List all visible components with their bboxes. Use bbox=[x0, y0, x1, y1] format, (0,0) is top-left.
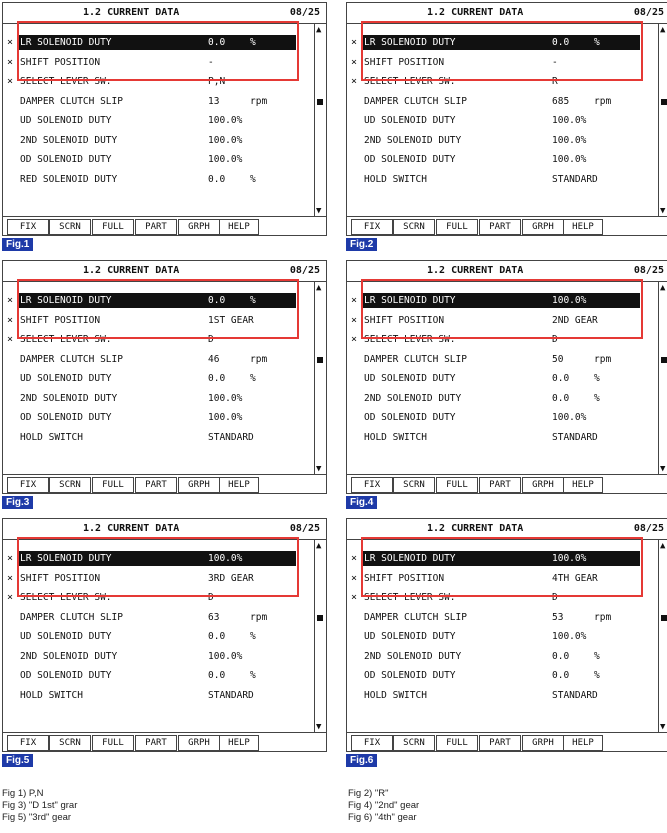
screen-title: 1.2 CURRENT DATA bbox=[427, 523, 524, 534]
parameter-label: SELECT LEVER SW. bbox=[20, 76, 112, 87]
parameter-value: 1ST GEAR bbox=[208, 314, 254, 326]
parameter-label: SELECT LEVER SW. bbox=[20, 334, 112, 345]
data-row[interactable] bbox=[3, 369, 314, 389]
scrollbar-track bbox=[658, 281, 659, 474]
parameter-value: 0.0 bbox=[552, 37, 570, 48]
parameter-value: 53 bbox=[552, 611, 564, 623]
data-row[interactable] bbox=[3, 647, 314, 667]
parameter-value: 4TH GEAR bbox=[552, 572, 598, 584]
parameter-label: HOLD SWITCH bbox=[364, 173, 427, 185]
figure-label: Fig.3 bbox=[2, 496, 33, 509]
scrollbar-track bbox=[658, 539, 659, 732]
function-key-bar bbox=[347, 216, 667, 237]
parameter-label: HOLD SWITCH bbox=[20, 689, 83, 701]
data-row[interactable] bbox=[347, 170, 658, 190]
data-row[interactable] bbox=[3, 608, 314, 628]
fkey-grph-button[interactable]: GRPH bbox=[178, 477, 220, 493]
scroll-thumb[interactable] bbox=[317, 357, 323, 363]
parameter-value: 100.0% bbox=[552, 295, 587, 306]
fkey-fix-button[interactable]: FIX bbox=[7, 735, 49, 751]
parameter-value: 0.0 bbox=[208, 631, 226, 642]
parameter-value: 100.0% bbox=[208, 134, 243, 146]
parameter-unit: rpm bbox=[594, 353, 612, 365]
parameter-value: 100.0% bbox=[552, 115, 587, 126]
parameter-label: OD SOLENOID DUTY bbox=[20, 154, 112, 165]
data-row[interactable] bbox=[347, 408, 658, 428]
parameter-value: - bbox=[208, 56, 214, 68]
data-row[interactable] bbox=[3, 131, 314, 151]
parameter-value: 50 bbox=[552, 353, 564, 365]
parameter-label: UD SOLENOID DUTY bbox=[364, 631, 456, 642]
screen-title: 1.2 CURRENT DATA bbox=[83, 7, 180, 18]
screen-title: 1.2 CURRENT DATA bbox=[83, 523, 180, 534]
parameter-label: LR SOLENOID DUTY bbox=[20, 553, 112, 564]
data-row[interactable] bbox=[3, 408, 314, 428]
parameter-value: 100.0% bbox=[552, 412, 587, 423]
parameter-value: 100.0% bbox=[208, 154, 243, 165]
tester-screen bbox=[346, 518, 667, 752]
fkey-grph-button[interactable]: GRPH bbox=[522, 735, 564, 751]
select-mark: × bbox=[7, 76, 14, 87]
select-mark: × bbox=[7, 295, 14, 306]
data-row[interactable] bbox=[347, 350, 658, 370]
fkey-scrn-button[interactable]: SCRN bbox=[393, 735, 435, 751]
select-mark: × bbox=[7, 572, 14, 584]
data-row[interactable] bbox=[347, 111, 658, 131]
caption-line: Fig 4) "2nd" gear bbox=[348, 800, 420, 811]
fkey-full-button[interactable]: FULL bbox=[92, 477, 134, 493]
data-row[interactable] bbox=[3, 350, 314, 370]
parameter-label: DAMPER CLUTCH SLIP bbox=[20, 95, 123, 107]
scroll-thumb[interactable] bbox=[661, 357, 667, 363]
parameter-value: 0.0 bbox=[208, 173, 226, 185]
scroll-thumb[interactable] bbox=[661, 615, 667, 621]
function-key-bar bbox=[347, 732, 667, 753]
fkey-help-button[interactable]: HELP bbox=[563, 219, 603, 235]
scrollbar-track bbox=[314, 539, 315, 732]
parameter-unit: rpm bbox=[250, 353, 268, 365]
highlight-box bbox=[361, 537, 643, 597]
fkey-fix-button[interactable]: FIX bbox=[351, 477, 393, 493]
scroll-thumb[interactable] bbox=[317, 615, 323, 621]
parameter-label: SHIFT POSITION bbox=[364, 56, 445, 68]
data-row[interactable] bbox=[3, 428, 314, 448]
parameter-value: 0.0 bbox=[552, 670, 570, 681]
fkey-fix-button[interactable]: FIX bbox=[351, 735, 393, 751]
parameter-label: UD SOLENOID DUTY bbox=[364, 373, 456, 384]
fkey-full-button[interactable]: FULL bbox=[436, 219, 478, 235]
parameter-unit: % bbox=[250, 295, 256, 306]
fkey-scrn-button[interactable]: SCRN bbox=[49, 219, 91, 235]
parameter-label: OD SOLENOID DUTY bbox=[364, 154, 456, 165]
page-indicator: 08/25 bbox=[633, 265, 664, 276]
parameter-value: 0.0 bbox=[552, 392, 570, 404]
fkey-scrn-button[interactable]: SCRN bbox=[49, 477, 91, 493]
fkey-grph-button[interactable]: GRPH bbox=[178, 735, 220, 751]
select-mark: × bbox=[351, 37, 358, 48]
parameter-label: 2ND SOLENOID DUTY bbox=[364, 392, 462, 404]
parameter-value: 100.0% bbox=[552, 553, 587, 564]
up-arrow-icon[interactable]: ▲ bbox=[660, 541, 666, 551]
up-arrow-icon[interactable]: ▲ bbox=[660, 25, 666, 35]
scroll-thumb[interactable] bbox=[661, 99, 667, 105]
screen-title: 1.2 CURRENT DATA bbox=[427, 7, 524, 18]
parameter-label: UD SOLENOID DUTY bbox=[20, 115, 112, 126]
select-mark: × bbox=[351, 314, 358, 326]
highlight-box bbox=[361, 279, 643, 339]
parameter-value: 3RD GEAR bbox=[208, 572, 254, 584]
fkey-fix-button[interactable]: FIX bbox=[7, 477, 49, 493]
parameter-label: SELECT LEVER SW. bbox=[20, 592, 112, 603]
select-mark: × bbox=[7, 314, 14, 326]
parameter-label: UD SOLENOID DUTY bbox=[20, 631, 112, 642]
parameter-value: D bbox=[552, 334, 558, 345]
parameter-unit: % bbox=[594, 392, 600, 404]
parameter-label: 2ND SOLENOID DUTY bbox=[20, 650, 118, 662]
figure-label: Fig.2 bbox=[346, 238, 377, 251]
page-indicator: 08/25 bbox=[289, 7, 320, 18]
data-row[interactable] bbox=[347, 686, 658, 706]
parameter-label: LR SOLENOID DUTY bbox=[20, 37, 112, 48]
parameter-label: UD SOLENOID DUTY bbox=[364, 115, 456, 126]
parameter-value: - bbox=[552, 56, 558, 68]
parameter-value: 685 bbox=[552, 95, 570, 107]
down-arrow-icon[interactable]: ▼ bbox=[316, 206, 322, 216]
down-arrow-icon[interactable]: ▼ bbox=[660, 206, 666, 216]
parameter-label: DAMPER CLUTCH SLIP bbox=[20, 353, 123, 365]
data-row[interactable] bbox=[347, 389, 658, 409]
up-arrow-icon[interactable]: ▲ bbox=[316, 25, 322, 35]
fkey-full-button[interactable]: FULL bbox=[436, 477, 478, 493]
parameter-label: LR SOLENOID DUTY bbox=[364, 553, 456, 564]
parameter-unit: rpm bbox=[594, 95, 612, 107]
fkey-help-button[interactable]: HELP bbox=[219, 477, 259, 493]
parameter-label: SHIFT POSITION bbox=[364, 314, 445, 326]
up-arrow-icon[interactable]: ▲ bbox=[316, 283, 322, 293]
data-row[interactable] bbox=[347, 428, 658, 448]
data-row[interactable] bbox=[3, 666, 314, 686]
parameter-label: OD SOLENOID DUTY bbox=[364, 670, 456, 681]
parameter-value: 13 bbox=[208, 95, 220, 107]
parameter-value: STANDARD bbox=[552, 689, 598, 701]
data-row[interactable] bbox=[3, 170, 314, 190]
fkey-full-button[interactable]: FULL bbox=[436, 735, 478, 751]
parameter-label: OD SOLENOID DUTY bbox=[364, 412, 456, 423]
fkey-scrn-button[interactable]: SCRN bbox=[393, 219, 435, 235]
parameter-label: SHIFT POSITION bbox=[20, 56, 101, 68]
parameter-label: HOLD SWITCH bbox=[364, 689, 427, 701]
fkey-help-button[interactable]: HELP bbox=[219, 219, 259, 235]
parameter-value: 0.0 bbox=[208, 37, 226, 48]
parameter-value: STANDARD bbox=[208, 689, 254, 701]
figure-label: Fig.4 bbox=[346, 496, 377, 509]
data-row[interactable] bbox=[347, 131, 658, 151]
parameter-label: DAMPER CLUTCH SLIP bbox=[364, 353, 467, 365]
parameter-value: P,N bbox=[208, 76, 226, 87]
parameter-label: HOLD SWITCH bbox=[20, 431, 83, 443]
parameter-value: 100.0% bbox=[552, 631, 587, 642]
parameter-label: LR SOLENOID DUTY bbox=[20, 295, 112, 306]
parameter-label: SHIFT POSITION bbox=[20, 572, 101, 584]
parameter-unit: % bbox=[594, 670, 600, 681]
page-indicator: 08/25 bbox=[289, 265, 320, 276]
fkey-grph-button[interactable]: GRPH bbox=[178, 219, 220, 235]
page-indicator: 08/25 bbox=[633, 7, 664, 18]
parameter-unit: % bbox=[250, 670, 256, 681]
data-row[interactable] bbox=[347, 369, 658, 389]
fkey-scrn-button[interactable]: SCRN bbox=[49, 735, 91, 751]
select-mark: × bbox=[351, 334, 358, 345]
parameter-label: HOLD SWITCH bbox=[364, 431, 427, 443]
tester-screen bbox=[346, 260, 667, 494]
tester-screen bbox=[2, 518, 327, 752]
parameter-value: 0.0 bbox=[552, 373, 570, 384]
parameter-label: LR SOLENOID DUTY bbox=[364, 37, 456, 48]
fkey-scrn-button[interactable]: SCRN bbox=[393, 477, 435, 493]
parameter-label: RED SOLENOID DUTY bbox=[20, 173, 118, 185]
parameter-value: 100.0% bbox=[552, 154, 587, 165]
fkey-full-button[interactable]: FULL bbox=[92, 219, 134, 235]
scroll-thumb[interactable] bbox=[317, 99, 323, 105]
up-arrow-icon[interactable]: ▲ bbox=[660, 283, 666, 293]
highlight-box bbox=[17, 21, 299, 81]
fkey-help-button[interactable]: HELP bbox=[563, 735, 603, 751]
parameter-unit: % bbox=[250, 37, 256, 48]
select-mark: × bbox=[7, 37, 14, 48]
function-key-bar bbox=[347, 474, 667, 495]
parameter-value: D bbox=[208, 592, 214, 603]
caption-line: Fig 2) "R" bbox=[348, 788, 389, 799]
data-row[interactable] bbox=[347, 666, 658, 686]
tester-screen bbox=[346, 2, 667, 236]
tester-screen bbox=[2, 260, 327, 494]
data-row[interactable] bbox=[347, 647, 658, 667]
parameter-value: 100.0% bbox=[208, 392, 243, 404]
highlight-box bbox=[17, 279, 299, 339]
parameter-unit: % bbox=[594, 650, 600, 662]
parameter-unit: rpm bbox=[250, 95, 268, 107]
data-row[interactable] bbox=[3, 389, 314, 409]
caption-left bbox=[2, 788, 77, 824]
parameter-label: UD SOLENOID DUTY bbox=[20, 373, 112, 384]
fkey-help-button[interactable]: HELP bbox=[219, 735, 259, 751]
parameter-label: SHIFT POSITION bbox=[364, 572, 445, 584]
fkey-grph-button[interactable]: GRPH bbox=[522, 219, 564, 235]
parameter-label: 2ND SOLENOID DUTY bbox=[364, 134, 462, 146]
data-row[interactable] bbox=[347, 92, 658, 112]
data-row[interactable] bbox=[3, 627, 314, 647]
parameter-label: SELECT LEVER SW. bbox=[364, 592, 456, 603]
parameter-label: OD SOLENOID DUTY bbox=[20, 412, 112, 423]
fkey-help-button[interactable]: HELP bbox=[563, 477, 603, 493]
parameter-label: DAMPER CLUTCH SLIP bbox=[364, 95, 467, 107]
select-mark: × bbox=[351, 56, 358, 68]
select-mark: × bbox=[7, 592, 14, 603]
down-arrow-icon[interactable]: ▼ bbox=[660, 722, 666, 732]
fkey-part-button[interactable]: PART bbox=[479, 477, 521, 493]
down-arrow-icon[interactable]: ▼ bbox=[316, 722, 322, 732]
up-arrow-icon[interactable]: ▲ bbox=[316, 541, 322, 551]
select-mark: × bbox=[7, 553, 14, 564]
down-arrow-icon[interactable]: ▼ bbox=[660, 464, 666, 474]
data-row[interactable] bbox=[3, 92, 314, 112]
parameter-unit: % bbox=[250, 173, 256, 185]
parameter-label: 2ND SOLENOID DUTY bbox=[20, 392, 118, 404]
fkey-part-button[interactable]: PART bbox=[135, 477, 177, 493]
parameter-value: 100.0% bbox=[208, 412, 243, 423]
parameter-unit: % bbox=[250, 373, 256, 384]
fkey-fix-button[interactable]: FIX bbox=[351, 219, 393, 235]
scrollbar-track bbox=[314, 23, 315, 216]
scrollbar-track bbox=[658, 23, 659, 216]
parameter-label: SELECT LEVER SW. bbox=[364, 76, 456, 87]
page-indicator: 08/25 bbox=[289, 523, 320, 534]
page-indicator: 08/25 bbox=[633, 523, 664, 534]
parameter-value: 100.0% bbox=[208, 650, 243, 662]
parameter-value: 0.0 bbox=[208, 295, 226, 306]
select-mark: × bbox=[7, 56, 14, 68]
parameter-value: 46 bbox=[208, 353, 220, 365]
data-row[interactable] bbox=[347, 608, 658, 628]
parameter-unit: rpm bbox=[594, 611, 612, 623]
parameter-value: STANDARD bbox=[208, 431, 254, 443]
fkey-full-button[interactable]: FULL bbox=[92, 735, 134, 751]
parameter-unit: rpm bbox=[250, 611, 268, 623]
data-row[interactable] bbox=[347, 627, 658, 647]
select-mark: × bbox=[351, 592, 358, 603]
figure-label: Fig.6 bbox=[346, 754, 377, 767]
highlight-box bbox=[361, 21, 643, 81]
parameter-value: R bbox=[552, 76, 558, 87]
scrollbar-track bbox=[314, 281, 315, 474]
tester-screen bbox=[2, 2, 327, 236]
parameter-value: 0.0 bbox=[552, 650, 570, 662]
select-mark: × bbox=[351, 553, 358, 564]
data-row[interactable] bbox=[3, 150, 314, 170]
parameter-unit: % bbox=[594, 373, 600, 384]
parameter-value: D bbox=[208, 334, 214, 345]
caption-line: Fig 6) "4th" gear bbox=[348, 812, 417, 823]
parameter-value: 0.0 bbox=[208, 670, 226, 681]
caption-line: Fig 5) "3rd" gear bbox=[2, 812, 72, 823]
caption-right bbox=[348, 788, 419, 824]
parameter-unit: % bbox=[250, 631, 256, 642]
select-mark: × bbox=[351, 295, 358, 306]
parameter-label: 2ND SOLENOID DUTY bbox=[364, 650, 462, 662]
figure-label: Fig.1 bbox=[2, 238, 33, 251]
parameter-value: 2ND GEAR bbox=[552, 314, 598, 326]
parameter-value: 100.0% bbox=[208, 553, 243, 564]
parameter-label: SHIFT POSITION bbox=[20, 314, 101, 326]
select-mark: × bbox=[351, 76, 358, 87]
parameter-label: DAMPER CLUTCH SLIP bbox=[364, 611, 467, 623]
parameter-value: 63 bbox=[208, 611, 220, 623]
data-row[interactable] bbox=[3, 111, 314, 131]
data-row[interactable] bbox=[347, 150, 658, 170]
figure-label: Fig.5 bbox=[2, 754, 33, 767]
fkey-grph-button[interactable]: GRPH bbox=[522, 477, 564, 493]
fkey-fix-button[interactable]: FIX bbox=[7, 219, 49, 235]
screen-title: 1.2 CURRENT DATA bbox=[427, 265, 524, 276]
select-mark: × bbox=[7, 334, 14, 345]
parameter-value: 0.0 bbox=[208, 373, 226, 384]
parameter-value: STANDARD bbox=[552, 173, 598, 185]
highlight-box bbox=[17, 537, 299, 597]
screen-title: 1.2 CURRENT DATA bbox=[83, 265, 180, 276]
caption-line: Fig 1) P,N bbox=[2, 788, 44, 799]
function-key-bar bbox=[3, 732, 326, 753]
parameter-unit: % bbox=[594, 37, 600, 48]
parameter-label: SELECT LEVER SW. bbox=[364, 334, 456, 345]
parameter-label: LR SOLENOID DUTY bbox=[364, 295, 456, 306]
function-key-bar bbox=[3, 216, 326, 237]
parameter-label: 2ND SOLENOID DUTY bbox=[20, 134, 118, 146]
select-mark: × bbox=[351, 572, 358, 584]
parameter-label: DAMPER CLUTCH SLIP bbox=[20, 611, 123, 623]
parameter-value: 100.0% bbox=[208, 115, 243, 126]
fkey-part-button[interactable]: PART bbox=[135, 735, 177, 751]
parameter-label: OD SOLENOID DUTY bbox=[20, 670, 112, 681]
fkey-part-button[interactable]: PART bbox=[135, 219, 177, 235]
fkey-part-button[interactable]: PART bbox=[479, 735, 521, 751]
function-key-bar bbox=[3, 474, 326, 495]
fkey-part-button[interactable]: PART bbox=[479, 219, 521, 235]
parameter-value: 100.0% bbox=[552, 134, 587, 146]
data-row[interactable] bbox=[3, 686, 314, 706]
down-arrow-icon[interactable]: ▼ bbox=[316, 464, 322, 474]
parameter-value: D bbox=[552, 592, 558, 603]
caption-line: Fig 3) "D 1st" grar bbox=[2, 800, 78, 811]
parameter-value: STANDARD bbox=[552, 431, 598, 443]
